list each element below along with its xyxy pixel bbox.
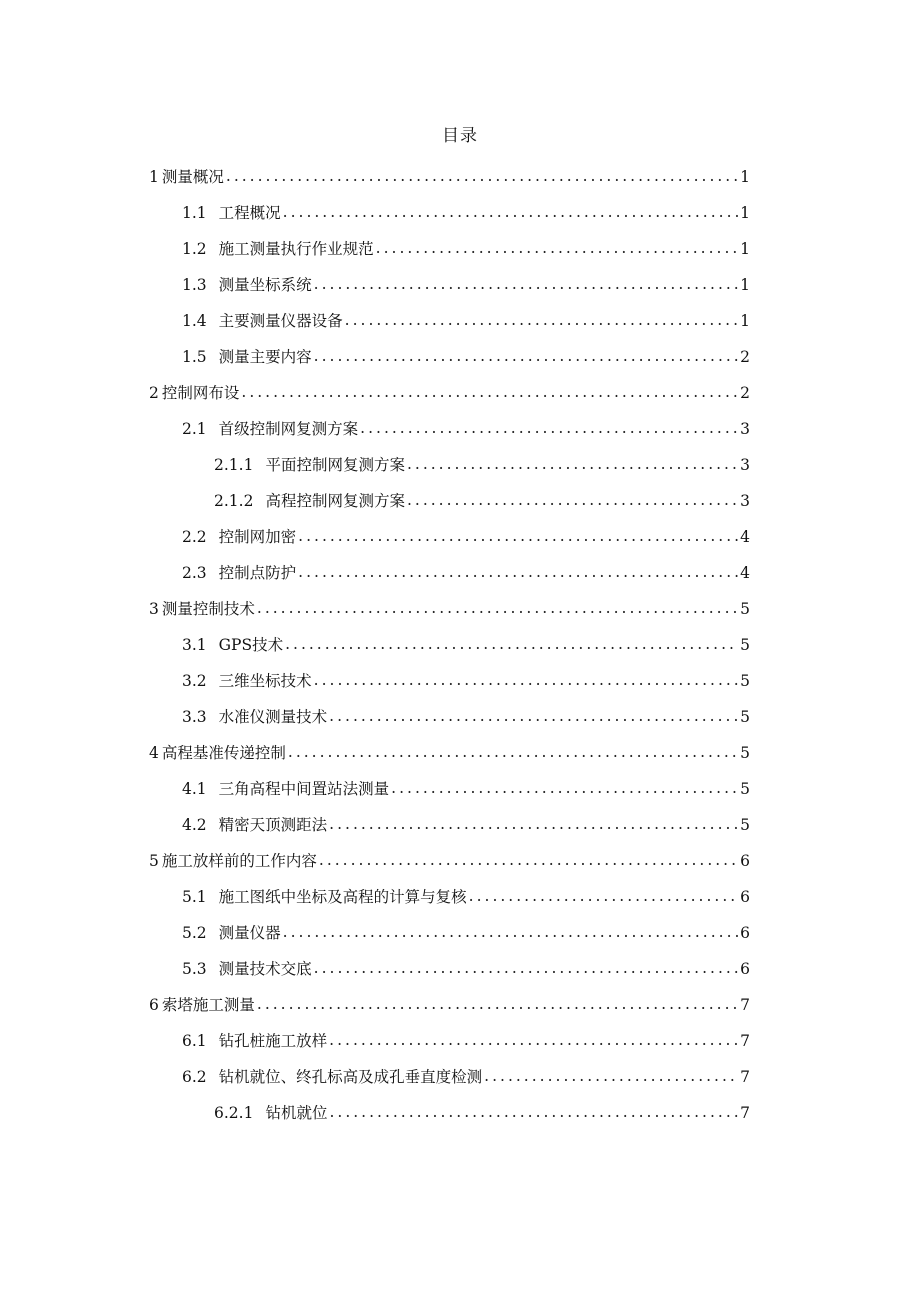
toc-entry-number: 2.1.2 [214, 492, 254, 510]
toc-entry[interactable] [0, 770, 920, 806]
toc-entry-label: 测量控制技术 [161, 600, 255, 618]
toc-entry-label: 控制点防护 [218, 564, 297, 582]
toc-entry-line [182, 1065, 750, 1087]
toc-entry-label: 施工图纸中坐标及高程的计算与复核 [218, 888, 467, 906]
toc-leader-dots [314, 959, 738, 977]
toc-entry-page: 5 [740, 816, 750, 834]
toc-entry[interactable] [0, 734, 920, 770]
toc-entry-page: 5 [740, 636, 750, 654]
toc-entry-page: 5 [740, 600, 750, 618]
toc-entry-line [149, 741, 750, 763]
toc-entry-page: 5 [740, 672, 750, 690]
toc-leader-dots [329, 1103, 738, 1121]
toc-entry-line [182, 309, 750, 331]
toc-leader-dots [226, 167, 738, 185]
toc-entry-line [182, 237, 750, 259]
toc-entry-label: 主要测量仪器设备 [218, 312, 343, 330]
toc-entry-number: 1.5 [182, 348, 207, 366]
toc-entry-line [182, 201, 750, 223]
toc-entry-label: 平面控制网复测方案 [265, 456, 405, 474]
toc-entry-line [182, 957, 750, 979]
toc-list [0, 158, 920, 1130]
toc-entry[interactable] [0, 1058, 920, 1094]
toc-entry-line [214, 453, 750, 475]
toc-entry-line [182, 633, 750, 655]
toc-entry-number: 3.3 [182, 708, 207, 726]
toc-leader-dots [314, 347, 738, 365]
toc-entry-line [214, 1101, 750, 1123]
toc-entry-label: 控制网加密 [218, 528, 297, 546]
toc-entry[interactable] [0, 662, 920, 698]
toc-entry-line [182, 525, 750, 547]
toc-entry-number: 1.2 [182, 240, 207, 258]
toc-entry-page: 4 [740, 528, 750, 546]
toc-entry-label: 测量技术交底 [218, 960, 312, 978]
toc-entry-number: 5.1 [182, 888, 207, 906]
toc-leader-dots [391, 779, 738, 797]
toc-entry-page: 7 [740, 1104, 750, 1122]
toc-entry-line [149, 993, 750, 1015]
toc-entry-page: 1 [740, 240, 750, 258]
toc-entry-label: 施工测量执行作业规范 [218, 240, 374, 258]
toc-entry-number: 5.2 [182, 924, 207, 942]
toc-entry-label: 水准仪测量技术 [218, 708, 328, 726]
toc-entry-line [182, 921, 750, 943]
toc-leader-dots [407, 455, 738, 473]
toc-entry[interactable] [0, 590, 920, 626]
toc-entry-number: 1 [149, 168, 159, 186]
toc-entry-page: 6 [740, 888, 750, 906]
toc-entry[interactable] [0, 302, 920, 338]
toc-entry[interactable] [0, 1022, 920, 1058]
toc-leader-dots [314, 275, 738, 293]
toc-entry[interactable] [0, 194, 920, 230]
toc-entry-label: 精密天顶测距法 [218, 816, 328, 834]
toc-entry-page: 1 [740, 168, 750, 186]
toc-entry-label: 测量概况 [161, 168, 224, 186]
toc-entry[interactable] [0, 950, 920, 986]
toc-entry[interactable] [0, 698, 920, 734]
toc-entry-page: 6 [740, 960, 750, 978]
toc-leader-dots [329, 707, 738, 725]
toc-leader-dots [329, 815, 738, 833]
toc-entry-label: 首级控制网复测方案 [218, 420, 359, 438]
toc-leader-dots [469, 887, 738, 905]
toc-leader-dots [298, 527, 738, 545]
toc-entry-label: 三维坐标技术 [218, 672, 312, 690]
toc-leader-dots [319, 851, 738, 869]
toc-entry-line [182, 417, 750, 439]
toc-entry[interactable] [0, 914, 920, 950]
toc-entry-line [182, 705, 750, 727]
toc-entry-line [214, 489, 750, 511]
toc-leader-dots [241, 383, 738, 401]
toc-entry[interactable] [0, 158, 920, 194]
toc-entry[interactable] [0, 338, 920, 374]
toc-leader-dots [407, 491, 738, 509]
toc-entry-label: 钻机就位 [265, 1104, 328, 1122]
toc-entry[interactable] [0, 482, 920, 518]
toc-entry[interactable] [0, 518, 920, 554]
toc-entry[interactable] [0, 626, 920, 662]
toc-leader-dots [257, 995, 738, 1013]
toc-entry-page: 3 [740, 420, 750, 438]
toc-entry-label: 三角高程中间置站法测量 [218, 780, 390, 798]
toc-entry-line [182, 885, 750, 907]
toc-leader-dots [345, 311, 738, 329]
toc-entry[interactable] [0, 230, 920, 266]
toc-entry-line [182, 1029, 750, 1051]
toc-entry-line [182, 345, 750, 367]
toc-leader-dots [314, 671, 738, 689]
toc-entry-page: 5 [740, 780, 750, 798]
toc-entry-line [149, 597, 750, 619]
toc-entry-number: 6 [149, 996, 159, 1014]
toc-entry-number: 4.2 [182, 816, 207, 834]
toc-entry-number: 6.1 [182, 1032, 207, 1050]
toc-leader-dots [283, 923, 738, 941]
toc-entry-page: 5 [740, 708, 750, 726]
toc-entry-number: 3.2 [182, 672, 207, 690]
toc-entry-page: 7 [740, 1068, 750, 1086]
toc-entry-label: 施工放样前的工作内容 [161, 852, 317, 870]
toc-leader-dots [484, 1067, 738, 1085]
toc-leader-dots [298, 563, 738, 581]
toc-leader-dots [288, 743, 738, 761]
toc-entry-number: 4.1 [182, 780, 207, 798]
toc-entry-page: 2 [740, 348, 750, 366]
toc-entry-line [182, 669, 750, 691]
toc-entry-label: 测量坐标系统 [218, 276, 312, 294]
toc-entry-page: 7 [740, 1032, 750, 1050]
toc-entry[interactable] [0, 410, 920, 446]
toc-entry-number: 2.1.1 [214, 456, 254, 474]
toc-entry-page: 1 [740, 276, 750, 294]
toc-entry-number: 5 [149, 852, 159, 870]
toc-entry-page: 7 [740, 996, 750, 1014]
toc-leader-dots [285, 635, 738, 653]
toc-leader-dots [360, 419, 738, 437]
toc-entry-number: 1.4 [182, 312, 207, 330]
toc-entry-label: 测量仪器 [218, 924, 281, 942]
toc-entry-line [182, 777, 750, 799]
toc-entry-number: 2 [149, 384, 159, 402]
toc-entry[interactable] [0, 878, 920, 914]
toc-entry-page: 3 [740, 492, 750, 510]
toc-entry-number: 3.1 [182, 636, 207, 654]
toc-entry-number: 3 [149, 600, 159, 618]
toc-entry-number: 1.3 [182, 276, 207, 294]
toc-entry-number: 1.1 [182, 204, 207, 222]
toc-entry-page: 6 [740, 924, 750, 942]
toc-entry-page: 1 [740, 204, 750, 222]
toc-leader-dots [376, 239, 738, 257]
toc-entry-label: 测量主要内容 [218, 348, 312, 366]
toc-leader-dots [257, 599, 738, 617]
toc-entry-label: 工程概况 [218, 204, 281, 222]
toc-entry[interactable] [0, 554, 920, 590]
toc-entry-page: 3 [740, 456, 750, 474]
toc-entry-page: 6 [740, 852, 750, 870]
toc-entry-number: 4 [149, 744, 159, 762]
toc-entry-number: 2.2 [182, 528, 207, 546]
toc-entry-label: 高程控制网复测方案 [265, 492, 405, 510]
toc-entry-number: 6.2.1 [214, 1104, 254, 1122]
toc-title: 目录 [442, 126, 478, 146]
toc-entry-line [149, 849, 750, 871]
toc-entry-page: 4 [740, 564, 750, 582]
toc-entry[interactable] [0, 806, 920, 842]
toc-entry-number: 2.1 [182, 420, 207, 438]
toc-entry-label: 控制网布设 [161, 384, 240, 402]
toc-entry-label: 索塔施工测量 [161, 996, 255, 1014]
toc-entry-number: 5.3 [182, 960, 207, 978]
toc-leader-dots [329, 1031, 738, 1049]
toc-entry-number: 2.3 [182, 564, 207, 582]
toc-entry-number: 6.2 [182, 1068, 207, 1086]
toc-entry-line [149, 381, 750, 403]
toc-entry-line [182, 561, 750, 583]
toc-entry-label: 钻孔桩施工放样 [218, 1032, 328, 1050]
toc-entry[interactable] [0, 374, 920, 410]
toc-entry-label: 高程基准传递控制 [161, 744, 286, 762]
toc-entry[interactable] [0, 1094, 920, 1130]
toc-entry-page: 1 [740, 312, 750, 330]
toc-entry-label: 钻机就位、终孔标高及成孔垂直度检测 [218, 1068, 483, 1086]
toc-entry-line [182, 273, 750, 295]
toc-entry[interactable] [0, 266, 920, 302]
toc-entry-page: 5 [740, 744, 750, 762]
toc-leader-dots [283, 203, 738, 221]
toc-entry[interactable] [0, 986, 920, 1022]
toc-entry-label: GPS技术 [218, 636, 284, 654]
toc-entry-page: 2 [740, 384, 750, 402]
toc-entry[interactable] [0, 446, 920, 482]
toc-entry[interactable] [0, 842, 920, 878]
toc-entry-line [182, 813, 750, 835]
toc-entry-line [149, 165, 750, 187]
